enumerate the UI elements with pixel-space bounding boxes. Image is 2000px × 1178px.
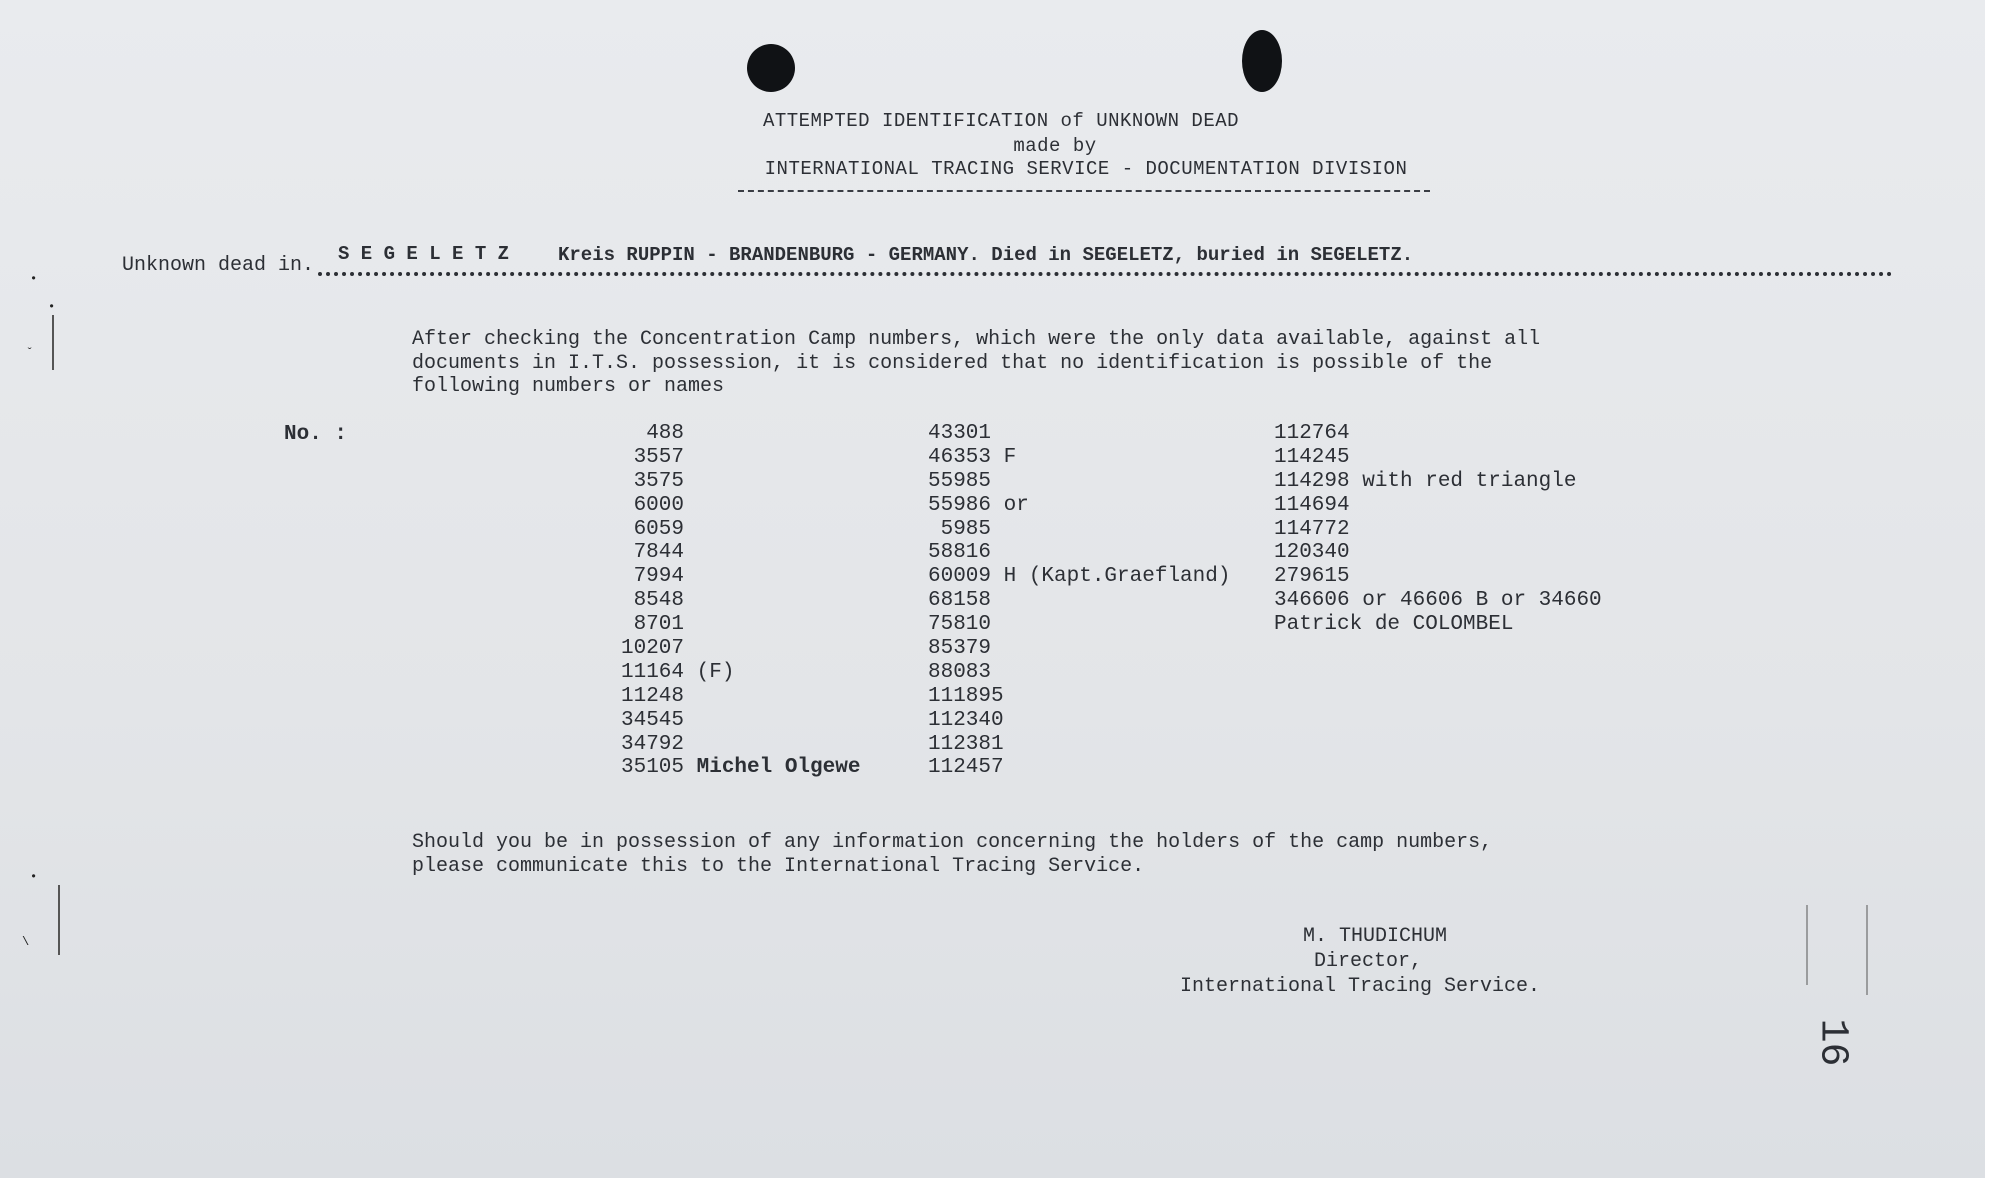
location-dotted-line: [318, 272, 1893, 276]
location-details: Kreis RUPPIN - BRANDENBURG - GERMANY. Died in SEGELETZ, buried in SEGELETZ.: [558, 244, 1414, 266]
punch-hole-right: [1242, 30, 1282, 92]
number-entry: 6059: [633, 517, 684, 541]
margin-tick: [1806, 905, 1808, 985]
punch-hole-left: [747, 44, 795, 92]
title-line-2: made by: [1013, 135, 1097, 157]
number-entry: 112764: [1274, 422, 1350, 445]
location-label: Unknown dead in.: [122, 254, 315, 277]
number-entry: 85379: [928, 637, 992, 661]
margin-mark: •: [30, 870, 38, 884]
margin-tick: [58, 885, 60, 955]
numbers-column-1: [614, 422, 860, 780]
number-entry: 46353 F: [928, 445, 1017, 469]
number-entry: 8701: [633, 613, 684, 637]
number-entry: 35105 Michel Olgewe: [620, 756, 861, 780]
numbers-column-3: [1274, 422, 1602, 637]
number-entry: 114694: [1274, 493, 1350, 517]
number-note: Michel Olgewe: [696, 756, 861, 780]
margin-mark: •: [48, 300, 56, 314]
number-entry: 6000: [633, 493, 684, 517]
number-entry: 279615: [1274, 565, 1350, 589]
margin-tick: [52, 315, 54, 370]
number-entry: 120340: [1274, 541, 1350, 565]
page-number: 16: [1809, 1018, 1855, 1067]
title-line-1: ATTEMPTED IDENTIFICATION of UNKNOWN DEAD: [762, 110, 1240, 132]
number-entry: 11248: [620, 684, 684, 708]
number-entry: 34792: [620, 732, 684, 756]
signature-block: [1150, 924, 1570, 999]
number-entry: 58816: [928, 541, 992, 565]
number-note: (F): [696, 660, 735, 684]
intro-line-2: documents in I.T.S. possession, it is considered that no identification is possible of the: [412, 352, 1493, 375]
number-entry: 68158: [928, 589, 992, 613]
number-entry: 10207: [620, 637, 684, 661]
number-entry: 488: [646, 422, 684, 445]
number-entry: 34545: [620, 708, 684, 732]
margin-mark: \: [22, 935, 30, 949]
number-entry: 11164 (F): [620, 660, 735, 684]
number-entry: 8548: [633, 589, 684, 613]
closing-line-1: Should you be in possession of any information concerning the holders of the camp numbers,: [412, 831, 1493, 854]
number-entry: 114298 with red triangle: [1274, 469, 1577, 493]
intro-line-3: following numbers or names: [412, 375, 725, 398]
number-entry: 55985: [928, 469, 992, 493]
number-entry: 112457: [928, 756, 1004, 780]
location-town: S E G E L E T Z: [338, 243, 510, 265]
signature-title: Director,: [1313, 950, 1423, 973]
number-entry: 346606 or 46606 B or 34660: [1274, 589, 1602, 613]
signature-name: M. THUDICHUM: [1302, 925, 1448, 948]
number-entry: 75810: [928, 613, 992, 637]
number-entry: 60009 H (Kapt.Graefland): [928, 565, 1231, 589]
number-entry: 7844: [633, 541, 684, 565]
signature-org: International Tracing Service.: [1179, 975, 1541, 998]
number-entry: 112340: [928, 708, 1004, 732]
number-entry: 5985: [928, 517, 992, 541]
number-entry: 114772: [1274, 517, 1350, 541]
margin-mark: •: [30, 272, 38, 286]
numbers-label: No. :: [284, 423, 348, 446]
number-entry: 112381: [928, 732, 1004, 756]
title-underline: [738, 190, 1430, 192]
closing-line-2: please communicate this to the International Tracing Service.: [412, 855, 1145, 878]
number-entry: 88083: [928, 660, 992, 684]
number-entry: 7994: [633, 565, 684, 589]
numbers-column-2: [928, 422, 1230, 780]
number-entry: 3557: [633, 445, 684, 469]
number-entry: 43301: [928, 422, 992, 445]
number-entry: 55986 or: [928, 493, 1029, 517]
intro-line-1: After checking the Concentration Camp numbers, which were the only data available, against all: [412, 328, 1541, 351]
number-entry: 114245: [1274, 445, 1350, 469]
title-line-3: INTERNATIONAL TRACING SERVICE - DOCUMENTATION DIVISION: [764, 158, 1408, 180]
number-entry: Patrick de COLOMBEL: [1274, 613, 1514, 637]
number-entry: 3575: [633, 469, 684, 493]
margin-mark: ˇ: [26, 346, 34, 360]
number-entry: 111895: [928, 684, 1004, 708]
margin-tick: [1866, 905, 1868, 995]
